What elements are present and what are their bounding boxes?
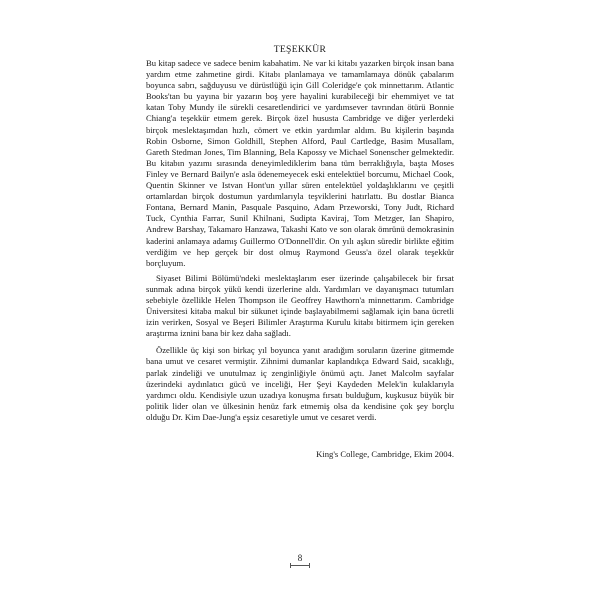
- page-number: 8: [290, 552, 311, 566]
- paragraph-2: Siyaset Bilimi Bölümü'ndeki meslektaşlarım eser üzerinde çalışabilecek bir fırsat sunmak adına birçok yükü kendi üzerlerine aldı. Yardımları ve dayanışmacı tutumları sebebiyle özellikle Helen Thompson ile Geoffrey Hawthorn'a minnettarım. Cambridge Üniversitesi kitaba makul bir sükunet içinde başlayabilmemi sağlamak için bana ücretli izin verirken, Sosyal ve Beşeri Bilimler Araştırma Kurulu kitabı bitirmem için gereken araştırma iznini bana bir kez daha sağladı.: [146, 272, 454, 339]
- page-title: TEŞEKKÜR: [273, 44, 327, 55]
- paragraph-3: Özellikle üç kişi son birkaç yıl boyunca yanıt aradığım soruların üzerine gitmemde bana umut ve cesaret vermiştir. Zihnimi dumanlar kaplandıkça Edward Said, sıcaklığı, parlak zindeliği ve unutulmaz iç zenginliğiyle önümü açtı. Janet Malcolm sayfalar üzerindeki aydınlatıcı gücü ve inceliği, Her Şeyi Kaydeden Melek'in kulaklarıyla yardımcı oldu. Kendisiyle uzun uzadıya konuşma fırsatı bulduğum, kuşkusuz büyük bir politik lider olan ve ülkesinin henüz fark etmemiş olsa da kendisine çok şey borçlu olduğu Dr. Kim Dae-Jung'a eşsiz cesaretiyle umut ve cesaret verdi.: [146, 345, 454, 422]
- signoff-line: King's College, Cambridge, Ekim 2004.: [316, 449, 454, 459]
- page-footer: [146, 548, 454, 566]
- paragraph-1: Bu kitap sadece ve sadece benim kabahatim. Ne var ki kitabı yazarken birçok insan bana yardım etme zahmetine girdi. Kitabı planlamaya ve tamamlamaya dönük çabalarım boyunca sabrı, sağduyusu ve dürüstlüğü için Gill Coleridge'e çok minnettarım. Atlantic Books'tan bu yayına bir yazarın boş yere hayalini kurabileceği bir ehemmiyet ve tat katan Toby Mundy ile sürekli cesaretlendirici ve yardımsever tavrından ötürü Bonnie Chiang'a teşekkür etmem gerek. Birçok özel hususta Cambridge ve diğer yerlerdeki birçok meslektaşımdan hızlı, cömert ve etkin yardımlar aldım. Bu kişilerin başında Robin Osborne, Simon Goldhill, Stephen Alford, Paul Cartledge, Basim Musallam, Gareth Stedman Jones, Tim Blanning, Bela Kapossy ve Michael Sonenscher gelmektedir. Bu kitabın yazımı sırasında deneyimlediklerim bana tüm berraklığıyla, başta Moses Finley ve Bernard Bailyn'e asla ödenemeyecek eski entelektüel borcumu, Michael Cook, Quentin Skinner ve Istvan Hont'un yıllar süren entelektüel yoldaşlıklarını ve çeşitli ortamlardan birçok dostumun yardımlarıyla teşviklerini hatırlattı. Bu dostlar Bianca Fontana, Bernard Manin, Pasquale Pasquino, Adam Przeworski, Tony Judt, Richard Tuck, Cynthia Farrar, Sunil Khilnani, Sudipta Kaviraj, Tom Metzger, Ian Shapiro, Andrew Barshay, Takamaro Hanzawa, Takashi Kato ve son olarak ömrünü demokrasinin kaderini anlamaya adamış Guillermo O'Donnell'dir. On yılı aşkın süredir birlikte eğitim verdiğim ve hep gerçek bir dost olmuş Raymond Geuss'a özel olarak teşekkür borçluyum.: [146, 58, 454, 268]
- acknowledgements-page: [146, 44, 454, 574]
